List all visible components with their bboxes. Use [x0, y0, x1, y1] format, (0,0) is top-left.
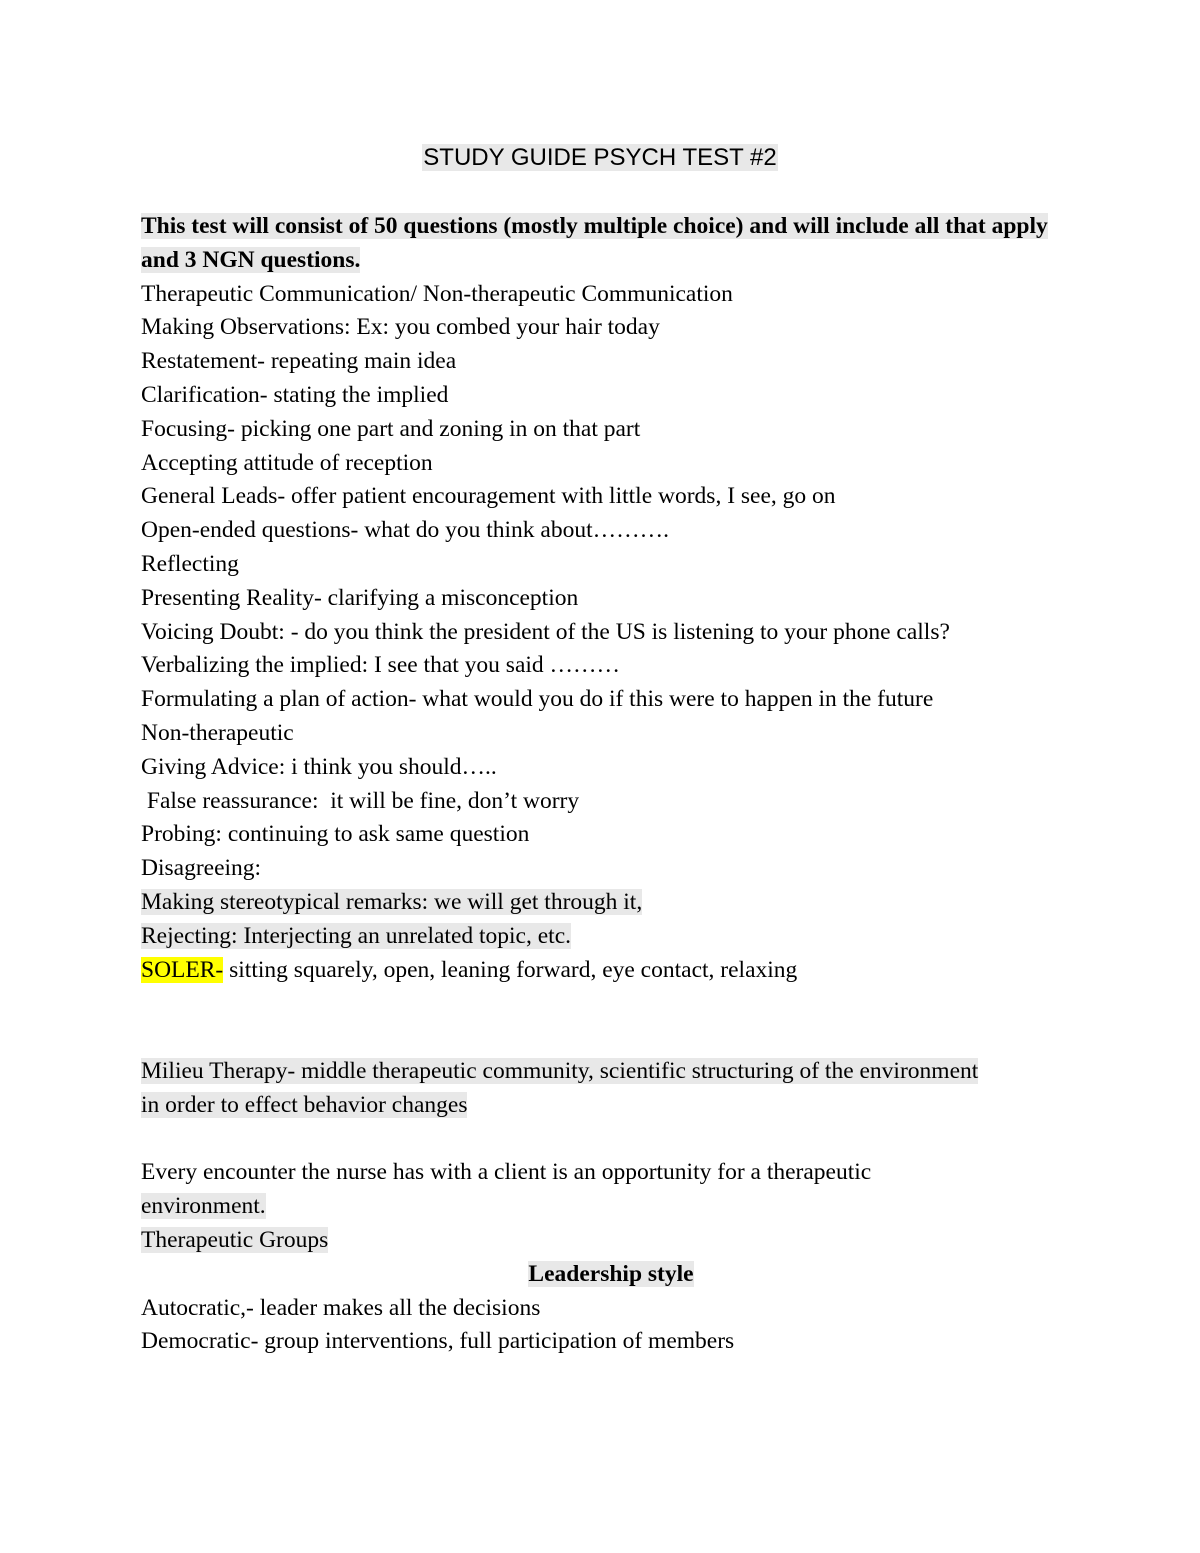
rejecting-text: Rejecting: Interjecting an unrelated topic, etc.	[141, 922, 571, 949]
stereotypical-text: Making stereotypical remarks: we will get through it,	[141, 888, 643, 915]
list-item-plan-of-action: Formulating a plan of action- what would you do if this were to happen in the future	[141, 686, 934, 713]
intro-text: This test will consist of 50 questions (mostly multiple choice) and will include all that apply and 3 NGN questions.	[141, 213, 1048, 273]
leadership-heading	[141, 1258, 1081, 1292]
spacer	[141, 987, 1081, 1021]
list-item-disagreeing: Disagreeing:	[141, 855, 262, 882]
list-item-verbalizing: Verbalizing the implied: I see that you said ………	[141, 652, 621, 679]
encounter-line-2	[141, 1190, 1081, 1224]
list-item-reflecting: Reflecting	[141, 550, 239, 577]
non-therapeutic-heading: Non-therapeutic	[141, 719, 294, 746]
list-item-probing: Probing: continuing to ask same question	[141, 821, 530, 848]
milieu-line-2	[141, 1089, 1081, 1123]
therapeutic-groups-text: Therapeutic Groups	[141, 1226, 329, 1253]
list-item-voicing-doubt: Voicing Doubt: - do you think the president of the US is listening to your phone calls?	[141, 618, 950, 645]
milieu-text-2: in order to effect behavior changes	[141, 1091, 468, 1118]
therapeutic-groups	[141, 1224, 1081, 1258]
title-text: STUDY GUIDE PSYCH TEST #2	[423, 144, 777, 171]
list-item-general-leads: General Leads- offer patient encouragement with little words, I see, go on	[141, 483, 836, 510]
document-body	[141, 210, 1081, 1359]
milieu-line-1	[141, 1055, 1081, 1089]
leadership-democratic: Democratic- group interventions, full participation of members	[141, 1328, 735, 1355]
soler-label: SOLER-	[141, 956, 224, 983]
leadership-heading-text: Leadership style	[528, 1260, 694, 1287]
list-item-open-ended: Open-ended questions- what do you think about……….	[141, 517, 670, 544]
list-item-observations: Making Observations: Ex: you combed your hair today	[141, 314, 660, 341]
soler-text: sitting squarely, open, leaning forward, eye contact, relaxing	[223, 956, 798, 983]
intro-paragraph	[141, 210, 1081, 278]
list-item-presenting-reality: Presenting Reality- clarifying a misconception	[141, 584, 579, 611]
encounter-text-2: environment.	[141, 1193, 266, 1220]
milieu-text-1: Milieu Therapy- middle therapeutic community, scientific structuring of the environment	[141, 1057, 979, 1084]
list-item-rejecting	[141, 920, 1081, 954]
list-item-soler	[141, 954, 1081, 988]
list-item-false-reassurance: False reassurance: it will be fine, don’t worry	[141, 787, 580, 814]
list-item-restatement: Restatement- repeating main idea	[141, 348, 457, 375]
list-item-clarification: Clarification- stating the implied	[141, 381, 449, 408]
spacer	[141, 1123, 1081, 1157]
leadership-autocratic: Autocratic,- leader makes all the decisions	[141, 1294, 541, 1321]
document-title	[0, 142, 1200, 174]
list-item-stereotypical	[141, 886, 1081, 920]
list-item-giving-advice: Giving Advice: i think you should…..	[141, 753, 497, 780]
spacer	[141, 1021, 1081, 1055]
therapeutic-heading: Therapeutic Communication/ Non-therapeutic Communication	[141, 280, 733, 307]
encounter-line-1: Every encounter the nurse has with a client is an opportunity for a therapeutic	[141, 1159, 872, 1186]
list-item-focusing: Focusing- picking one part and zoning in on that part	[141, 415, 641, 442]
list-item-accepting: Accepting attitude of reception	[141, 449, 433, 476]
